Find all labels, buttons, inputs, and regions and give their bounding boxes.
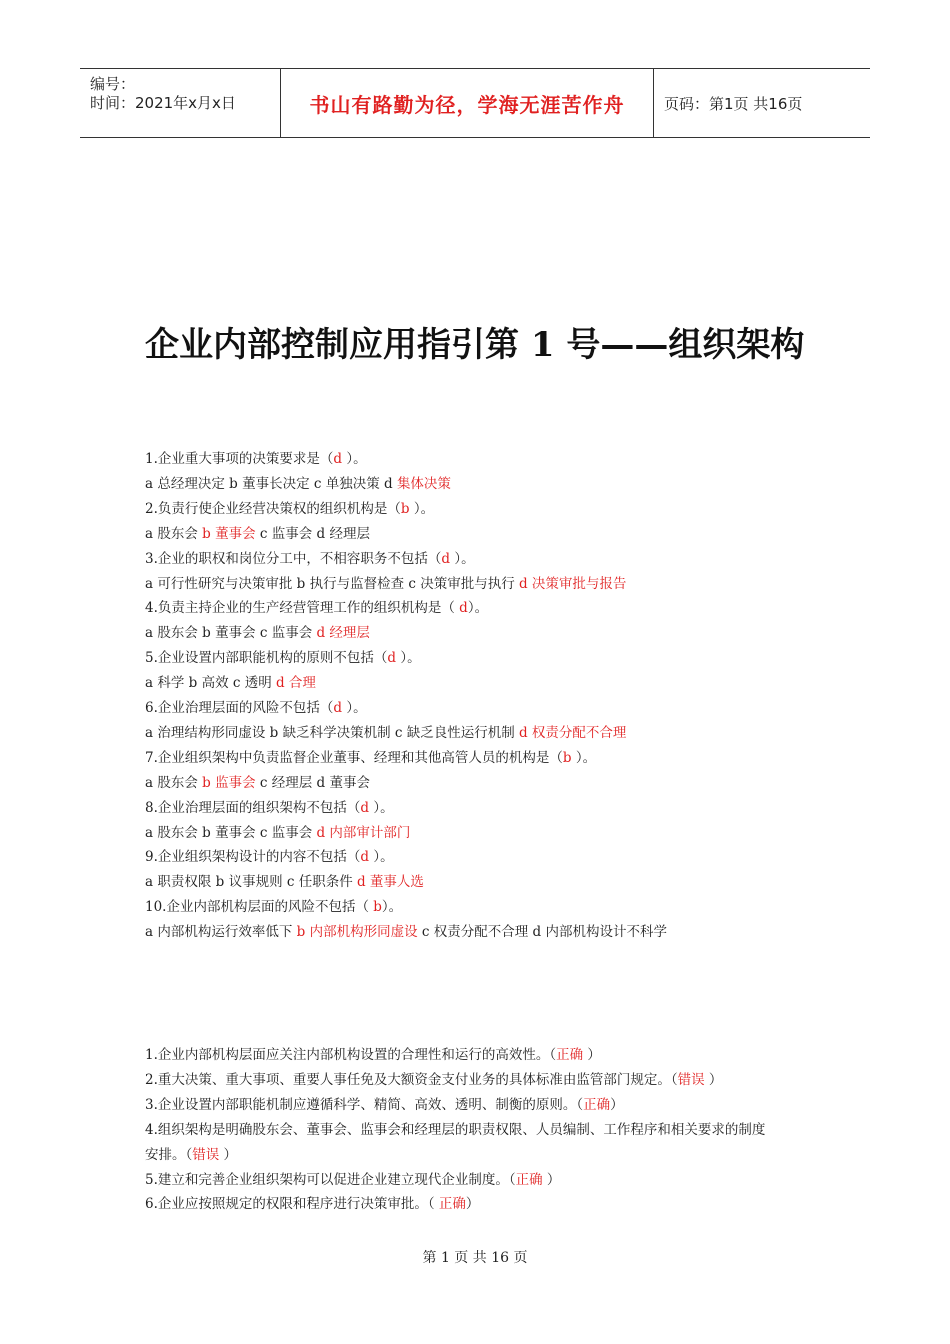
options-text-end: c 经理层 d 董事会 (255, 774, 370, 791)
options-line (145, 922, 825, 942)
header-meta-cell (80, 69, 281, 137)
options-text: a 股东会 b 董事会 c 监事会 (145, 824, 317, 841)
answer-mark: d (333, 700, 343, 716)
options-text-end: c 监事会 d 经理层 (255, 525, 370, 542)
judgement-text: 6.企业应按照规定的权限和程序进行决策审批。（ (145, 1196, 439, 1213)
question-text-end: ）。 (450, 550, 475, 567)
question-text: 4.负责主持企业的生产经营管理工作的组织机构是（ (145, 600, 460, 617)
question-line (145, 798, 825, 818)
page-info: 页码：第1页 共16页 (664, 94, 803, 113)
question-text: 9.企业组织架构设计的内容不包括（ (145, 849, 361, 866)
options-text: a 总经理决定 b 董事长决定 c 单独决策 d (145, 475, 397, 492)
question-text-end: ）。 (381, 899, 403, 916)
question-text: 3.企业的职权和岗位分工中，不相容职务不包括（ (145, 550, 442, 567)
correct-option: b 董事会 (202, 525, 256, 542)
judgement-text: 4.组织架构是明确股东会、董事会、监事会和经理层的职责权限、人员编制、工作程序和相关要求的制度 (145, 1121, 766, 1138)
question-text: 7.企业组织架构中负责监督企业董事、经理和其他高管人员的机构是（ (145, 749, 563, 766)
correct-option: d 合理 (276, 675, 316, 692)
question-text-end: ）。 (467, 600, 489, 617)
correct-option: 集体决策 (396, 475, 451, 492)
options-text: a 内部机构运行效率低下 (145, 924, 297, 941)
question-text: 2.负责行使企业经营决策权的组织机构是（ (145, 500, 401, 517)
judgement-text-end: ） (219, 1146, 238, 1163)
judgement-text-end: ） (583, 1047, 601, 1063)
options-text: a 股东会 (145, 774, 203, 791)
judgement-line (145, 1120, 825, 1140)
options-line (145, 524, 825, 544)
question-text: 1.企业重大事项的决策要求是（ (145, 451, 334, 467)
answer-mark: b (400, 500, 410, 517)
question-text: 6.企业治理层面的风险不包括（ (145, 700, 334, 716)
answer-mark: d (441, 550, 451, 567)
question-text-end: ）。 (409, 500, 435, 517)
answer-mark: d (360, 799, 370, 816)
question-line (145, 748, 825, 768)
answer-mark: b (562, 749, 572, 766)
judgement-answer: 错误 (677, 1071, 705, 1088)
question-text: 8.企业治理层面的组织架构不包括（ (145, 799, 361, 816)
judgement-text-end: ） (704, 1071, 723, 1088)
question-text-end: ）。 (342, 700, 367, 716)
answer-mark: b (373, 899, 382, 916)
options-line (145, 723, 825, 743)
question-line (145, 897, 825, 917)
options-line (145, 673, 825, 693)
question-line (145, 449, 825, 469)
correct-option: d 经理层 (316, 625, 370, 642)
header-motto-cell (281, 69, 654, 137)
judgement-line (145, 1170, 825, 1190)
correct-option: d 权责分配不合理 (519, 724, 627, 741)
judgement-text: 2.重大决策、重大事项、重要人事任免及大额资金支付业务的具体标准由监管部门规定。（ (145, 1071, 678, 1088)
judgement-answer: 正确 (583, 1096, 611, 1113)
document-title: 企业内部控制应用指引第 1 号——组织架构 (145, 325, 805, 365)
question-text: 10.企业内部机构层面的风险不包括（ (145, 899, 374, 916)
judgement-text: 安排。（ (145, 1146, 193, 1163)
correct-option: d 决策审批与报告 (519, 575, 627, 592)
judgement-line (145, 1145, 825, 1165)
question-line (145, 549, 825, 569)
judgement-line (145, 1045, 825, 1065)
question-text-end: ）。 (369, 799, 394, 816)
options-line (145, 773, 825, 793)
judgement-text-end: ） (610, 1096, 624, 1113)
question-line (145, 847, 825, 867)
page-header (80, 68, 870, 138)
question-text-end: ）。 (342, 451, 367, 467)
correct-option: b 内部机构形同虚设 (296, 924, 418, 941)
options-text: a 股东会 (145, 525, 203, 542)
header-page-cell (654, 69, 870, 137)
page-footer: 第 1 页 共 16 页 (422, 1250, 528, 1266)
time-label: 时间：2021年x月x日 (90, 94, 236, 112)
judgement-text: 1.企业内部机构层面应关注内部机构设置的合理性和运行的高效性。（ (145, 1047, 557, 1063)
judgement-text-end: ） (465, 1196, 480, 1213)
options-text: a 可行性研究与决策审批 b 执行与监督检查 c 决策审批与执行 (145, 575, 519, 592)
correct-option: d 董事人选 (357, 874, 424, 891)
correct-option: b 监事会 (202, 774, 256, 791)
judgement-text: 3.企业设置内部职能机制应遵循科学、精简、高效、透明、制衡的原则。（ (145, 1096, 584, 1113)
options-line (145, 574, 825, 594)
options-text: a 职责权限 b 议事规则 c 任职条件 (145, 874, 357, 891)
question-line (145, 648, 825, 668)
judgement-answer: 正确 (438, 1196, 466, 1213)
answer-mark: d (360, 849, 370, 866)
options-text: a 科学 b 高效 c 透明 (145, 675, 276, 692)
options-text: a 股东会 b 董事会 c 监事会 (145, 625, 317, 642)
judgement-line (145, 1194, 825, 1214)
question-text-end: ）。 (369, 849, 394, 866)
question-line (145, 698, 825, 718)
options-line (145, 623, 825, 643)
options-line (145, 474, 825, 494)
answer-mark: d (387, 650, 397, 667)
judgement-line (145, 1070, 825, 1090)
number-label: 编号： (90, 75, 136, 93)
question-text: 5.企业设置内部职能机构的原则不包括（ (145, 650, 388, 667)
question-text-end: ）。 (396, 650, 421, 667)
judgement-answer: 正确 (556, 1047, 584, 1063)
answer-mark: d (459, 600, 468, 617)
judgement-text-end: ） (542, 1171, 561, 1188)
question-line (145, 499, 825, 519)
judgement-line (145, 1095, 825, 1115)
judgement-answer: 错误 (192, 1146, 220, 1163)
question-text-end: ）。 (571, 749, 597, 766)
motto: 书山有路勤为径，学海无涯苦作舟 (309, 92, 625, 117)
judgement-answer: 正确 (515, 1171, 543, 1188)
correct-option: d 内部审计部门 (316, 824, 411, 841)
question-line (145, 598, 825, 618)
options-line (145, 872, 825, 892)
options-line (145, 823, 825, 843)
options-text-end: c 权责分配不合理 d 内部机构设计不科学 (417, 924, 667, 941)
judgement-text: 5.建立和完善企业组织架构可以促进企业建立现代企业制度。（ (145, 1171, 516, 1188)
answer-mark: d (333, 451, 343, 467)
options-text: a 治理结构形同虚设 b 缺乏科学决策机制 c 缺乏良性运行机制 (145, 724, 519, 741)
